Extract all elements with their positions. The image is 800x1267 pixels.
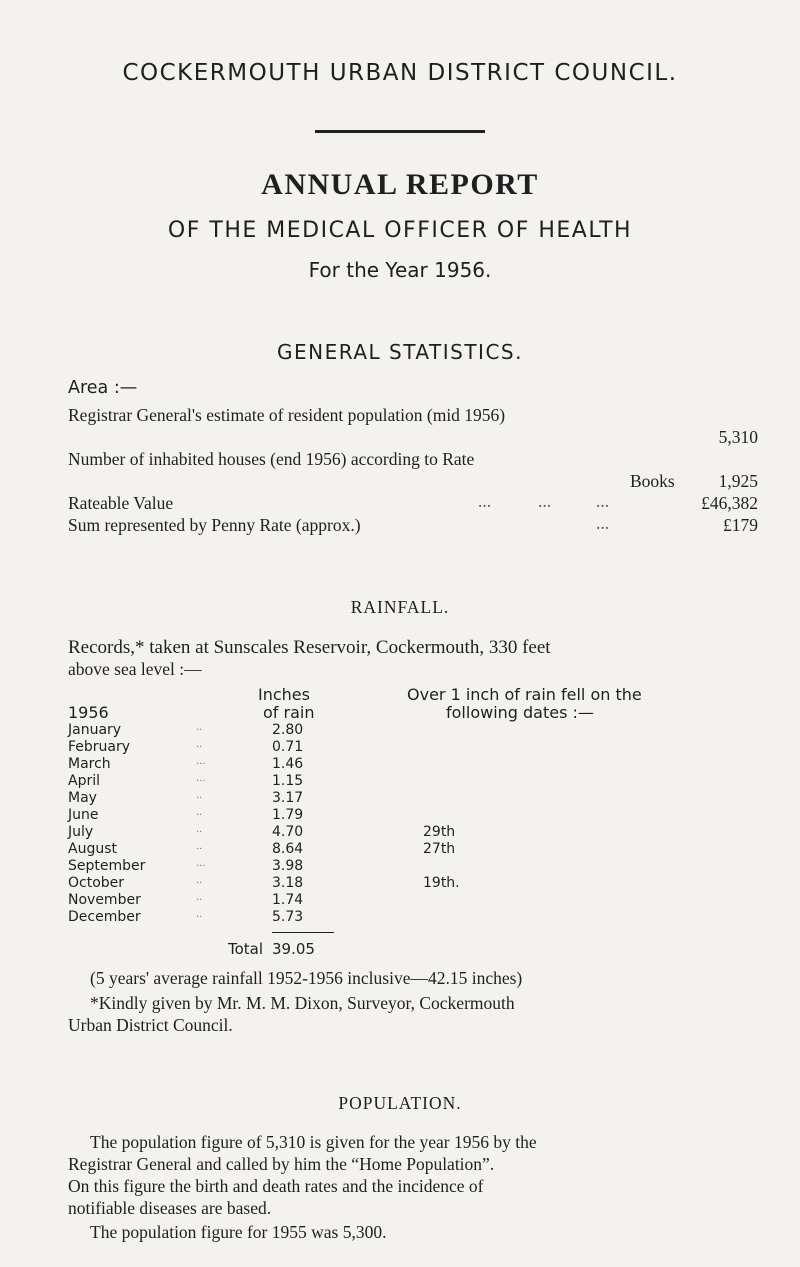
rateable-value: £46,382	[701, 493, 758, 513]
houses-label: Number of inhabited houses (end 1956) according to Rate	[68, 449, 475, 469]
rateable-dots: ...	[596, 491, 610, 511]
column-header-year: 1956	[68, 703, 109, 722]
total-label: Total	[228, 940, 264, 958]
month-name: May	[68, 790, 97, 806]
total-divider	[272, 932, 334, 933]
month-name: March	[68, 756, 111, 772]
population-value: 5,310	[718, 427, 758, 447]
column-header-inches: Inches	[258, 685, 310, 704]
leader-dots: ...	[196, 858, 206, 869]
table-row	[0, 739, 800, 756]
rain-inches: 1.79	[272, 807, 304, 823]
leader-dots: ...	[196, 756, 206, 767]
table-row	[0, 892, 800, 909]
heavy-rain-date: 29th	[423, 824, 456, 840]
previous-population: The population figure for 1955 was 5,300.	[90, 1222, 387, 1242]
leader-dots: ..	[196, 739, 203, 750]
rain-inches: 8.64	[272, 841, 304, 857]
month-name: July	[68, 824, 94, 840]
table-row	[0, 824, 800, 841]
penny-rate-value: £179	[723, 515, 758, 535]
population-label: Registrar General's estimate of resident population (mid 1956)	[68, 405, 506, 425]
month-name: August	[68, 841, 117, 857]
table-row	[0, 722, 800, 739]
rateable-dots: ...	[538, 491, 552, 511]
total-value: 39.05	[272, 940, 315, 958]
population-paragraph: notifiable diseases are based.	[68, 1198, 272, 1218]
month-name: December	[68, 909, 141, 925]
table-row	[0, 790, 800, 807]
month-name: June	[68, 807, 99, 823]
heavy-rain-date: 19th.	[423, 875, 460, 891]
leader-dots: ..	[196, 824, 203, 835]
rain-inches: 5.73	[272, 909, 304, 925]
rainfall-footnote: *Kindly given by Mr. M. M. Dixon, Surveyor, Cockermouth	[90, 993, 515, 1013]
month-name: January	[68, 722, 122, 738]
rain-inches: 0.71	[272, 739, 304, 755]
population-paragraph: Registrar General and called by him the “Home Population”.	[68, 1154, 495, 1174]
column-header-dates: following dates :—	[446, 703, 594, 722]
leader-dots: ..	[196, 722, 203, 733]
table-row	[0, 756, 800, 773]
rateable-dots: ...	[478, 491, 492, 511]
leader-dots: ..	[196, 807, 203, 818]
general-statistics-heading: GENERAL STATISTICS.	[277, 340, 523, 364]
council-name: COCKERMOUTH URBAN DISTRICT COUNCIL.	[122, 60, 678, 86]
report-subtitle: OF THE MEDICAL OFFICER OF HEALTH	[167, 218, 633, 243]
table-row	[0, 909, 800, 926]
rain-inches: 3.18	[272, 875, 304, 891]
population-paragraph: On this figure the birth and death rates and the incidence of	[68, 1176, 484, 1196]
rain-inches: 1.46	[272, 756, 304, 772]
column-header-of-rain: of rain	[263, 703, 315, 722]
table-row	[0, 875, 800, 892]
month-name: September	[68, 858, 146, 874]
rateable-label: Rateable Value	[68, 493, 174, 513]
rainfall-footnote-cont: Urban District Council.	[68, 1015, 233, 1035]
rain-inches: 3.17	[272, 790, 304, 806]
table-row	[0, 773, 800, 790]
population-paragraph: The population figure of 5,310 is given for the year 1956 by the	[90, 1132, 537, 1152]
table-row	[0, 858, 800, 875]
population-heading: POPULATION.	[338, 1093, 462, 1113]
rainfall-intro: Records,* taken at Sunscales Reservoir, Cockermouth, 330 feet	[68, 637, 551, 658]
rain-inches: 4.70	[272, 824, 304, 840]
leader-dots: ..	[196, 875, 203, 886]
title-divider	[315, 130, 485, 133]
penny-rate-label: Sum represented by Penny Rate (approx.)	[68, 515, 361, 535]
column-header-over-one-inch: Over 1 inch of rain fell on the	[407, 685, 642, 704]
rainfall-intro-cont: above sea level :—	[68, 659, 202, 679]
rain-inches: 1.74	[272, 892, 304, 908]
table-row	[0, 807, 800, 824]
penny-rate-dots: ...	[596, 513, 610, 533]
month-name: February	[68, 739, 131, 755]
month-name: November	[68, 892, 141, 908]
report-title: ANNUAL REPORT	[261, 168, 539, 201]
leader-dots: ..	[196, 892, 203, 903]
month-name: April	[68, 773, 100, 789]
rain-inches: 1.15	[272, 773, 304, 789]
rainfall-heading: RAINFALL.	[350, 597, 450, 617]
rain-inches: 2.80	[272, 722, 304, 738]
five-year-average: (5 years' average rainfall 1952-1956 inclusive—42.15 inches)	[90, 968, 523, 988]
rain-inches: 3.98	[272, 858, 304, 874]
area-label: Area :—	[68, 378, 138, 398]
heavy-rain-date: 27th	[423, 841, 456, 857]
leader-dots: ..	[196, 909, 203, 920]
leader-dots: ...	[196, 773, 206, 784]
leader-dots: ..	[196, 841, 203, 852]
leader-dots: ..	[196, 790, 203, 801]
houses-label-cont: Books	[630, 471, 675, 491]
month-name: October	[68, 875, 125, 891]
table-row	[0, 841, 800, 858]
houses-value: 1,925	[718, 471, 758, 491]
report-year: For the Year 1956.	[308, 258, 492, 282]
